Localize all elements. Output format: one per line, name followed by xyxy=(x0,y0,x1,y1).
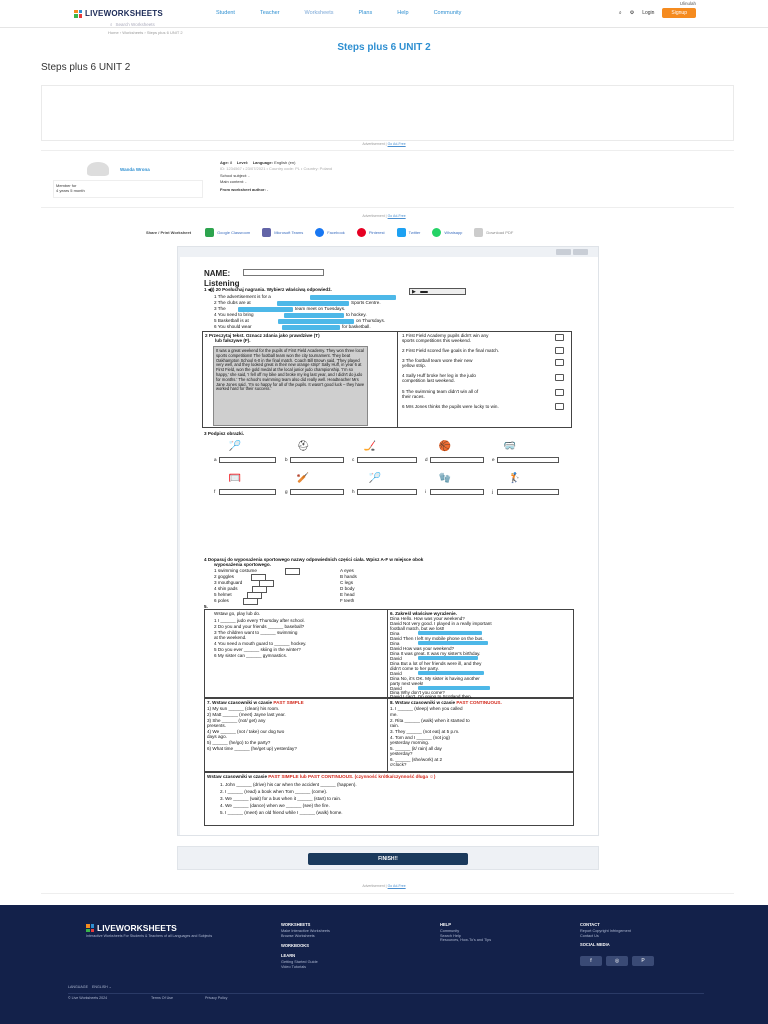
match-input[interactable] xyxy=(248,593,261,598)
copyright: © Live Worksheets 2024 xyxy=(68,996,108,1000)
footer-tagline: Interactive Worksheets For Students & Teachers of all Languages and Subjects xyxy=(86,934,213,938)
footer-link[interactable]: Video Tutorials xyxy=(281,964,307,969)
footer-divider xyxy=(68,993,704,994)
ex9-line: 5. I ______ (meet) an old friend while I ______ (walk) home. xyxy=(220,810,343,815)
login-link[interactable]: Login xyxy=(642,10,655,16)
ex6-line: Dina It was great. It was my sister's birthday. xyxy=(390,651,481,656)
ex1-tail: for basketball. xyxy=(342,324,371,329)
footer-link[interactable]: Resources, How-To's and Tips xyxy=(440,938,492,943)
answer-field[interactable] xyxy=(418,641,488,645)
label-input[interactable] xyxy=(358,458,416,462)
ex5-line: 3 The children want to ______ swimming xyxy=(214,630,298,635)
author-name[interactable]: Wanda Wrona xyxy=(120,167,150,172)
hockey-stick-icon: 🏒 xyxy=(363,440,377,452)
play-icon: ▶ xyxy=(412,289,416,295)
ex1-tail: on Thursdays. xyxy=(356,318,386,323)
zoom-out-button[interactable] xyxy=(556,249,571,255)
go-ad-free-link[interactable]: Go Ad-Free xyxy=(387,884,406,888)
match-input[interactable] xyxy=(260,581,273,586)
footer-link[interactable]: Search Help xyxy=(440,933,461,938)
ex5-label: 5. xyxy=(204,604,208,609)
ex5-line: 6 My sister can ______ gymnastics. xyxy=(214,653,288,658)
ex8-line: o'clock? xyxy=(390,762,407,767)
terms-link[interactable]: Terms Of Use xyxy=(151,996,173,1000)
top-bar xyxy=(0,0,768,28)
ex2-statement: 2 First Field scored five goals in the final match. xyxy=(402,348,500,353)
ex6-line: David Not very good. I played in a really important xyxy=(390,621,492,626)
ex7-line: days ago. xyxy=(207,734,227,739)
site-logo[interactable] xyxy=(74,9,163,18)
ex6-line: Dina But a lot of her friends were ill, and they xyxy=(390,661,482,666)
ex2-title: 2 Przeczytaj tekst. Oznacz zdania jako prawdziwe (T) xyxy=(205,333,320,338)
match-input[interactable] xyxy=(252,575,265,580)
ex2-statement: 3 The football team wore their new xyxy=(402,358,473,363)
answer-field[interactable] xyxy=(418,671,484,675)
ex7-title: 7. Wstaw czasowniki w czasie PAST SIMPLE xyxy=(207,700,304,705)
privacy-link[interactable]: Privacy Policy xyxy=(205,996,228,1000)
logo-mark-icon xyxy=(74,10,82,18)
divider xyxy=(41,150,734,151)
ex8-title: 8. Wstaw czasowniki w czasie PAST CONTINUOUS. xyxy=(390,700,502,705)
ex6-line: football match, but we lost! xyxy=(390,626,445,631)
go-ad-free-link[interactable]: Go Ad-Free xyxy=(387,214,406,218)
ex7-8-divider xyxy=(387,698,388,772)
ex5-line: 1 I ______ judo every Thursday after school. xyxy=(214,618,305,623)
ex7-line: 2) Matt ______ (meet) Jayne last year. xyxy=(207,712,286,717)
ex8-line: yesterday morning. xyxy=(390,740,430,745)
member-box xyxy=(53,180,203,198)
ex4-title: 4 Dopasuj do wyposażenia sportowego nazwy odpowiednich części ciała. Wpisz A-F w miejsce obok xyxy=(204,557,424,562)
ad-note-bottom: Advertisement | Go Ad-Free xyxy=(362,884,406,888)
ex4-title-2: wyposażenia sportowego. xyxy=(214,562,271,567)
main-nav xyxy=(216,10,486,16)
footer-col-contact: CONTACT Report Copyright Infringement Contact Us SOCIAL MEDIA xyxy=(580,922,631,948)
pinterest-social-icon[interactable]: P xyxy=(632,956,654,966)
match-input[interactable] xyxy=(253,587,266,592)
footer xyxy=(0,905,768,1024)
tf-box[interactable] xyxy=(555,374,564,381)
ex2-reading-text: It was a great weekend for the pupils of First Field Academy. They won three local sports competitions! The football team won the city tournament. They beat Oakhampton School 6-0 in the final match. Coach Bill Brown said, 'They played very well, and they looked great in their new orange strip!' Sally Huff, in year 6 at First Field, won the gold medal at the local junior judo championship. 'I'm so happy,' she said, 'I fell off my bike and broke my leg last year, and I didn't do judo for months.' The school's swimming team also did really well. Headteacher Mrs Jane Jones said, 'I'm so happy for all of the pupils. It wasn't good luck – they have worked hard for their success.' xyxy=(213,346,368,426)
ex1-tail: team meet on Tuesdays. xyxy=(295,306,346,311)
logo-mark-icon xyxy=(86,924,94,932)
name-label: NAME: xyxy=(204,269,231,278)
ex8-line: 1. I ______ (sleep) when you called xyxy=(390,706,463,711)
divider xyxy=(41,893,734,894)
pic-letter: a xyxy=(214,457,217,462)
tf-box[interactable] xyxy=(555,403,564,410)
ex8-line: rain. xyxy=(390,723,399,728)
ex2-title-2: lub fałszywe (F). xyxy=(215,338,251,343)
match-input[interactable] xyxy=(286,569,299,574)
twitter-icon xyxy=(397,228,406,237)
ex6-line: Dina xyxy=(390,641,400,646)
label-input[interactable] xyxy=(220,458,275,462)
bat-icon: 🏏 xyxy=(296,472,310,484)
search-icon[interactable]: ⌕ xyxy=(618,10,622,16)
ex4-option: A eyes xyxy=(340,568,354,573)
answer-field[interactable] xyxy=(238,307,293,312)
share-twitter[interactable]: Twitter xyxy=(397,228,421,237)
pinterest-icon xyxy=(357,228,366,237)
name-input[interactable] xyxy=(243,269,324,276)
divider xyxy=(41,207,734,208)
ex9-line: 2. I ______ (read) a book when Tom ______ (come). xyxy=(220,789,328,794)
ex8-line: 4. Tom and I ______ (not jog) xyxy=(390,735,450,740)
teams-icon xyxy=(262,228,271,237)
ex4-option: B hands xyxy=(340,574,357,579)
ex4-option: C legs xyxy=(340,580,354,585)
ex4-option: F teeth xyxy=(340,598,355,603)
ex1-tail: Sports Centre. xyxy=(351,300,381,305)
ex7-line: 4) We ______ (not / take) our dog two xyxy=(207,729,285,734)
footer-link[interactable]: Report Copyright Infringement xyxy=(580,928,631,933)
facebook-icon xyxy=(315,228,324,237)
audio-progress xyxy=(420,291,428,293)
search-small-icon: ⌕ xyxy=(110,22,113,27)
language-select[interactable]: ENGLISH ⌄ xyxy=(91,985,112,989)
nav-plans[interactable]: Plans xyxy=(358,10,373,16)
ex7-line: 6) What time ______ (he/get up) yesterday? xyxy=(207,746,297,751)
pic-letter: j xyxy=(492,489,494,494)
audio-player[interactable] xyxy=(409,288,466,295)
ex7-line: 5) ______ (he/go) to the party? xyxy=(207,740,271,745)
share-google-classroom[interactable]: Google Classroom xyxy=(205,228,250,237)
ex4-option: E head xyxy=(340,592,355,597)
footer-col-worksheets: WORKSHEETS Make Interactive Worksheets Browse Worksheets WORKBOOKS LEARN Getting Started Guide Video Tutorials xyxy=(281,922,330,969)
footer-link[interactable]: Browse Worksheets xyxy=(281,933,315,938)
nav-community[interactable]: Community xyxy=(433,10,462,16)
ex1-title: 1 ◀)) 20 Posłuchaj nagrania. Wybierz właściwą odpowiedź. xyxy=(204,287,332,292)
ex5-line: at the weekend. xyxy=(214,635,247,640)
share-bar xyxy=(146,228,525,237)
ex4-item: 2 goggles xyxy=(214,574,234,579)
ex4-item: 3 mouthguard xyxy=(214,580,243,585)
ex9-title: Wstaw czasowniki w czasie PAST SIMPLE lub PAST CONTINUOUS. (czynność krótka/czynność długa ☺) xyxy=(207,774,436,779)
ex4-item: 6 poles xyxy=(214,598,229,603)
ex1-line: 2 The clubs are at xyxy=(214,300,251,305)
share-download-pdf[interactable]: Download PDF xyxy=(474,228,513,237)
ex2-divider xyxy=(397,331,398,428)
ex6-line: David xyxy=(390,671,402,676)
ex5-line: 2 Do you and your friends ______ baseball? xyxy=(214,624,305,629)
ex8-line: me. xyxy=(390,712,398,717)
nav-help[interactable]: Help xyxy=(397,10,409,16)
nav-teacher[interactable]: Teacher xyxy=(259,10,280,16)
share-microsoft-teams[interactable]: Microsoft Teams xyxy=(262,228,303,237)
share-pinterest[interactable]: Pinterest xyxy=(357,228,385,237)
footer-link[interactable]: Contact Us xyxy=(580,933,599,938)
answer-field[interactable] xyxy=(418,656,478,660)
basketball-hoop-icon: 🏀 xyxy=(438,440,452,452)
ex4-item: 1 swimming costume xyxy=(214,568,257,573)
goggles-icon: 🥽 xyxy=(503,440,517,452)
ex2-statement: competition last weekend. xyxy=(402,378,455,383)
label-input[interactable] xyxy=(291,490,343,494)
footer-link[interactable]: Community xyxy=(440,928,460,933)
ad-note-top: Advertisement | Go Ad-Free xyxy=(362,142,406,146)
tf-box[interactable] xyxy=(555,359,564,366)
pic-letter: i xyxy=(425,489,427,494)
pic-letter: f xyxy=(214,489,216,494)
finish-bar xyxy=(177,846,599,870)
worksheet-meta: Age: 8 Level: Language: English (en) ID: 1234567 • 23/07/2021 • Country code: PL • Country: Poland School subject: - Main content: - From worksheet author: - xyxy=(220,160,333,192)
tf-box[interactable] xyxy=(555,389,564,396)
google-classroom-icon xyxy=(205,228,214,237)
finish-button[interactable]: FINISH!! xyxy=(308,853,468,865)
ex6-line: Dina Why don't you come? xyxy=(390,690,445,695)
label-input[interactable] xyxy=(291,458,343,462)
pic-letter: c xyxy=(352,457,355,462)
logo-text: LIVEWORKSHEETS xyxy=(85,9,163,18)
worksheet-frame xyxy=(177,246,599,836)
ex2-statement: 4 Sally Huff broke her leg in the judo xyxy=(402,373,476,378)
ad-box xyxy=(41,85,734,141)
ex2-statement: 5 The swimming team didn't win all of xyxy=(402,389,479,394)
ex9-line: 3. We ______ (wait) for a bus when it ______ (start) to rain. xyxy=(220,796,342,801)
label-input[interactable] xyxy=(431,490,483,494)
label-input[interactable] xyxy=(358,490,416,494)
ex4-option: D body xyxy=(340,586,355,591)
answer-field[interactable] xyxy=(418,631,482,635)
listening-heading: Listening xyxy=(204,279,240,288)
label-input[interactable] xyxy=(220,490,275,494)
go-ad-free-link[interactable]: Go Ad-Free xyxy=(387,142,406,146)
ex2-statement: yellow strip. xyxy=(402,363,426,368)
ex8-line: 6. ______ (she/work) at 2 xyxy=(390,757,443,762)
ex6-line: David Then I left my mobile phone on the bus. xyxy=(390,636,484,641)
nav-worksheets[interactable]: Worksheets xyxy=(304,10,334,16)
ex6-line: Dina xyxy=(390,631,400,636)
ex5-line: 5 Do you ever ______ skiing in the winter? xyxy=(214,647,301,652)
footer-col-help: HELP Community Search Help Resources, How-To's and Tips xyxy=(440,922,492,943)
member-since: 4 years 5 month xyxy=(56,188,85,193)
pic-letter: h xyxy=(352,489,355,494)
racket-icon: 🏸 xyxy=(228,440,242,452)
footer-link[interactable]: WORKBOOKS xyxy=(281,943,309,949)
instagram-social-icon[interactable]: ◎ xyxy=(606,956,628,966)
nav-student[interactable]: Student xyxy=(216,10,235,16)
ex7-line: 1) My sun ______ (clean) his room. xyxy=(207,706,280,711)
ex1-line: 3 The xyxy=(214,306,226,311)
whatsapp-icon xyxy=(432,228,441,237)
ex5-6-divider xyxy=(387,609,388,698)
ex6-title: 6. Zakreśl właściwe wyrażenie. xyxy=(390,611,457,616)
breadcrumb[interactable]: Home › Worksheets › Steps plus 6 UNIT 2 xyxy=(108,30,183,35)
ex8-line: 3. They ______ (not eat) at 5 p.m. xyxy=(390,729,460,734)
tf-box[interactable] xyxy=(555,334,564,341)
member-label: Member for xyxy=(56,183,77,188)
pic-letter: g xyxy=(285,489,288,494)
footer-link[interactable]: Getting Started Guide xyxy=(281,959,318,964)
ex6-line: David I can't. I'm going to Scotland then. xyxy=(390,694,472,699)
user-menu[interactable]: Ulinulah xyxy=(679,1,696,6)
label-input[interactable] xyxy=(498,458,558,462)
pic-letter: e xyxy=(492,457,495,462)
helmet-icon: ⛑ xyxy=(296,440,310,452)
search-bar[interactable] xyxy=(110,22,155,27)
page-title: Steps plus 6 UNIT 2 xyxy=(337,42,431,53)
footer-logo[interactable]: LIVEWORKSHEETS xyxy=(86,923,177,933)
ex8-line: yesterday? xyxy=(390,751,413,756)
ex5-line: 4 You need a mouth guard to ______ hockey. xyxy=(214,641,307,646)
ex1-line: 6 You should wear xyxy=(214,324,252,329)
ex4-item: 5 helmet xyxy=(214,592,232,597)
glove-icon: 🧤 xyxy=(438,472,452,484)
pic-letter: d xyxy=(425,457,428,462)
ex3-title: 3 Podpisz obrazki. xyxy=(204,431,245,436)
ex9-line: 1. John ______ (drive) his car when the accident ______ (happen). xyxy=(220,782,357,787)
ex6-line: Dina Hello. How was your weekend? xyxy=(390,616,465,621)
label-input[interactable] xyxy=(431,458,483,462)
search-input[interactable]: Search Worksheets xyxy=(115,22,155,27)
ex6-line: party next week! xyxy=(390,681,424,686)
ex1-line: 5 Basketball is at xyxy=(214,318,249,323)
ad-note-middle: Advertisement | Go Ad-Free xyxy=(362,214,406,218)
answer-field[interactable] xyxy=(282,325,340,330)
ex2-statement: their races. xyxy=(402,394,425,399)
shuttlecock-icon: 🏸 xyxy=(368,472,382,484)
worksheet-page xyxy=(180,257,598,835)
ex6-line: David xyxy=(390,656,402,661)
ex5-title: Wstaw go, play lub do. xyxy=(214,611,261,616)
ex2-statement: sports competitions this weekend. xyxy=(402,338,471,343)
ex9-line: 4. We ______ (dance) when we ______ (see) the fire. xyxy=(220,803,330,808)
zoom-in-button[interactable] xyxy=(573,249,588,255)
ex6-line: didn't come to her party. xyxy=(390,666,439,671)
golf-club-icon: 🏌 xyxy=(508,472,522,484)
ex6-line: David xyxy=(390,686,402,691)
pic-letter: b xyxy=(285,457,288,462)
footer-link[interactable]: Make Interactive Worksheets xyxy=(281,928,330,933)
ex6-line: David How was your weekend? xyxy=(390,646,455,651)
ex6-line: Dina No, it's OK. My sister is having another xyxy=(390,676,480,681)
ex7-line: 3) She ______ (not/ get) any xyxy=(207,718,266,723)
label-input[interactable] xyxy=(498,490,558,494)
zoom-controls xyxy=(556,249,588,255)
share-label: Share / Print Worksheet xyxy=(146,230,192,235)
signup-button[interactable]: Signup xyxy=(662,8,696,18)
header-tools xyxy=(619,8,696,18)
ex4-item: 4 shin pads xyxy=(214,586,238,591)
goal-net-icon: 🥅 xyxy=(228,472,242,484)
answer-field[interactable] xyxy=(284,313,344,318)
worksheet-title: Steps plus 6 UNIT 2 xyxy=(41,62,131,73)
ex1-line: 4 You need to bring xyxy=(214,312,254,317)
ex1-tail: to hockey. xyxy=(346,312,367,317)
share-whatsapp[interactable]: Whatsapp xyxy=(432,228,462,237)
ex8-line: 5. ______ (it/ rain) all day xyxy=(390,746,442,751)
language-label: LANGUAGE ENGLISH ⌄ xyxy=(68,985,112,989)
avatar[interactable] xyxy=(87,162,109,176)
match-input[interactable] xyxy=(244,599,257,604)
pdf-icon xyxy=(474,228,483,237)
ex7-line: presents. xyxy=(207,723,226,728)
ex2-statement: 6 Mrs Jones thinks the pupils were lucky to win. xyxy=(402,404,499,409)
ex2-statement: 1 First Field Academy pupils didn't win any xyxy=(402,333,489,338)
ex1-line: 1 The advertisement is for a xyxy=(214,294,271,299)
share-facebook[interactable]: Facebook xyxy=(315,228,345,237)
gear-icon[interactable]: ⚙ xyxy=(629,10,635,16)
ex8-line: 2. Rita ______ (walk) when it started to xyxy=(390,718,470,723)
tf-box[interactable] xyxy=(555,347,564,354)
facebook-social-icon[interactable]: f xyxy=(580,956,602,966)
